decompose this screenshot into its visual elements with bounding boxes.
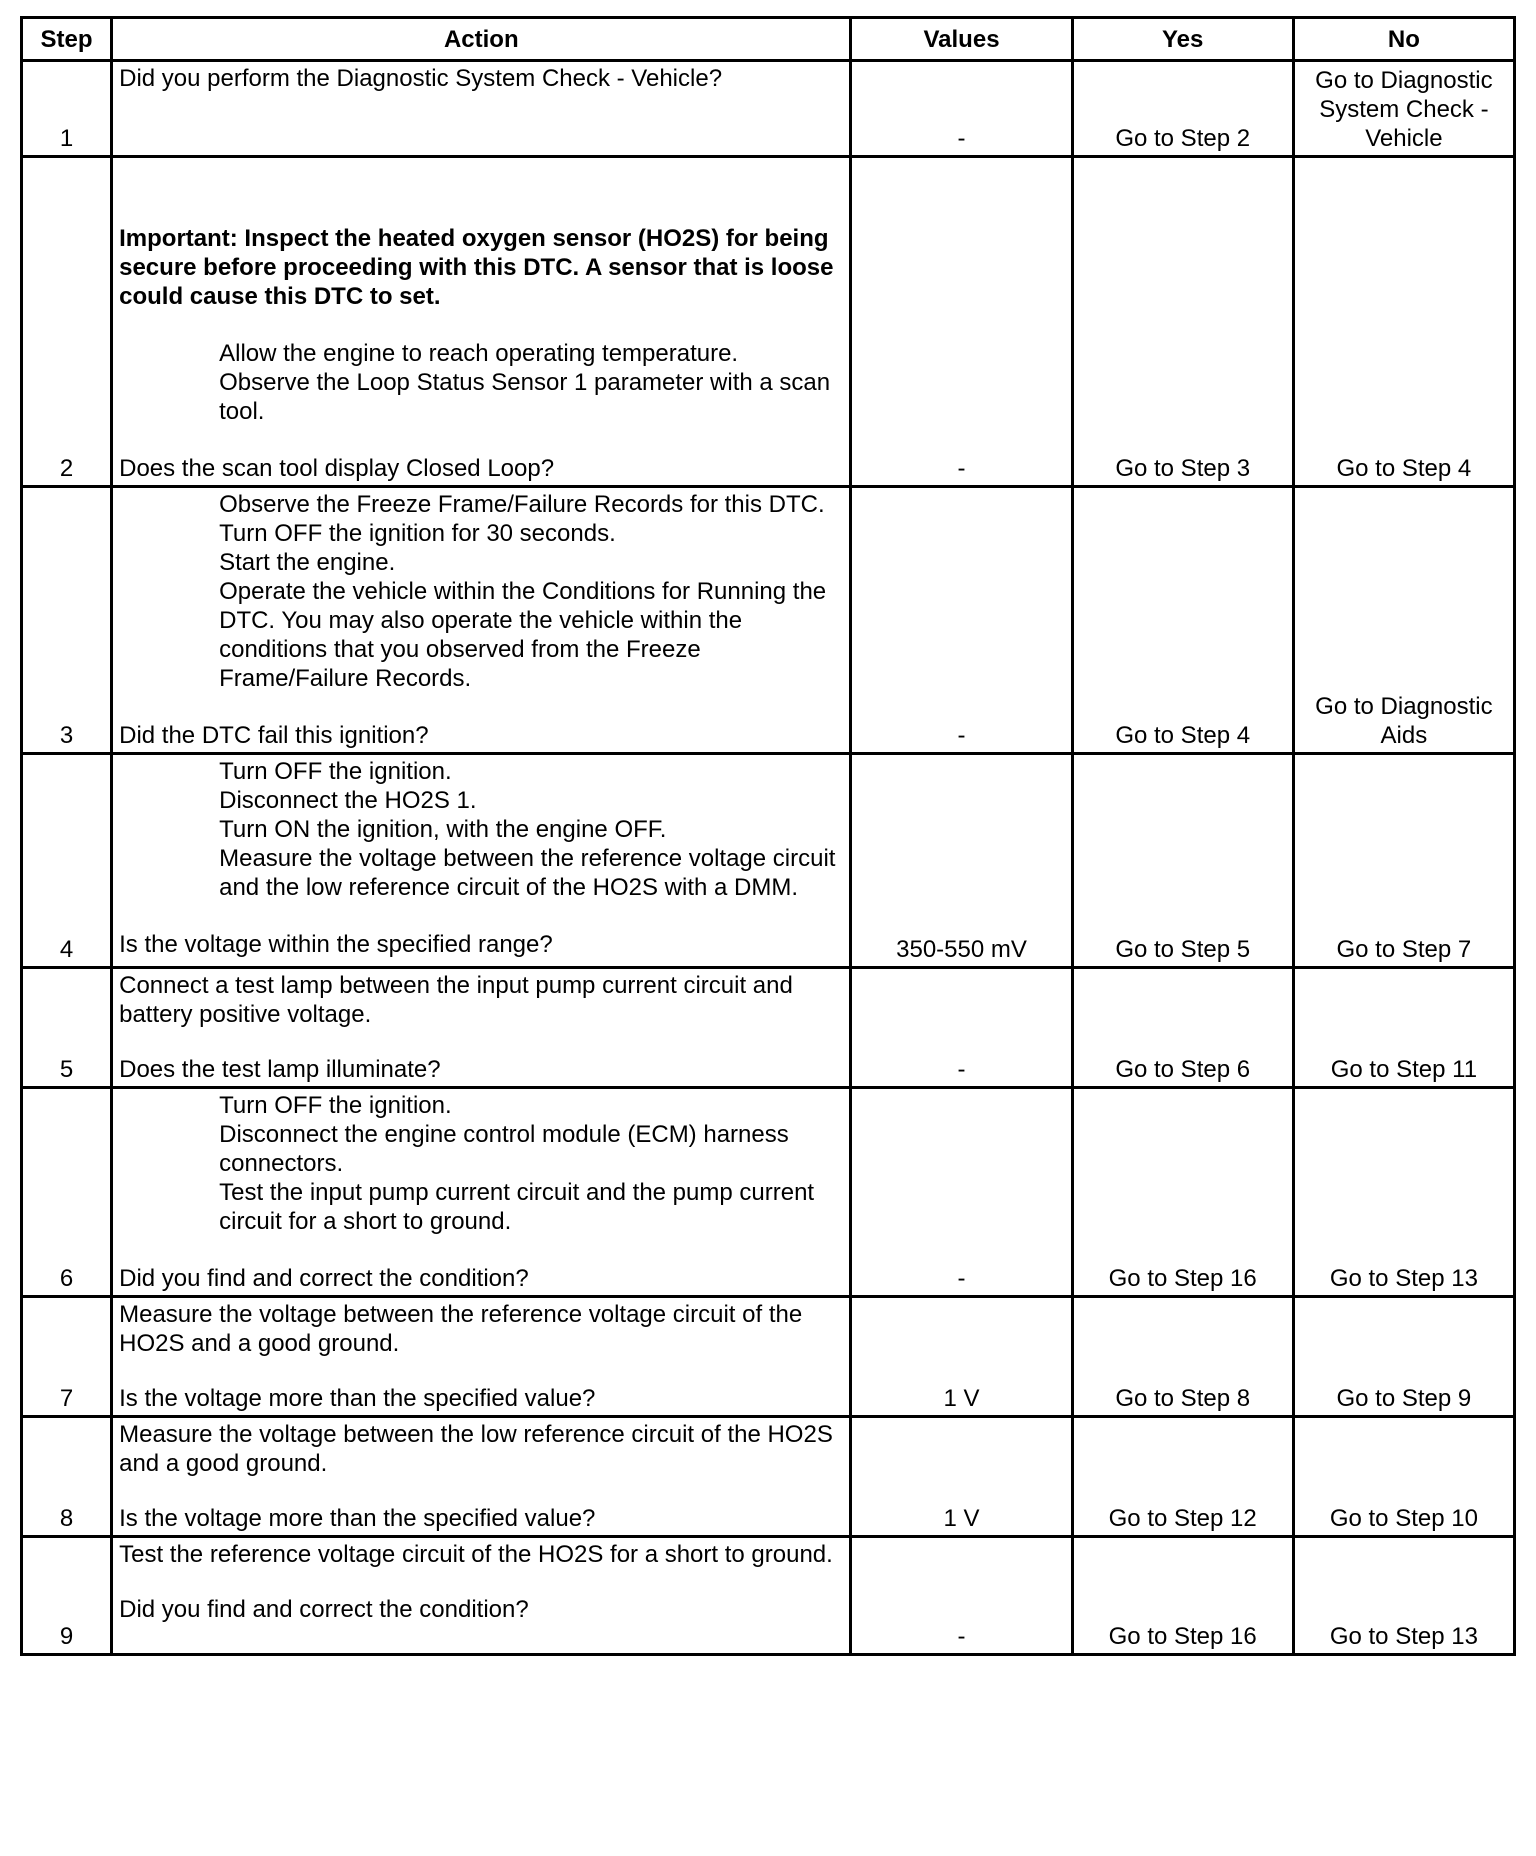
no-cell: Go to Step 11: [1293, 968, 1514, 1088]
table-row: [22, 157, 1515, 487]
substep: Turn ON the ignition, with the engine OFF.: [219, 816, 667, 843]
header-action: Action: [112, 18, 851, 61]
question-text: Did you find and correct the condition?: [119, 1265, 529, 1292]
substep: Allow the engine to reach operating temperature.: [219, 340, 739, 367]
values-cell: 1 V: [851, 1417, 1072, 1537]
header-step: Step: [22, 18, 112, 61]
action-text: Did you perform the Diagnostic System Check - Vehicle?: [119, 65, 723, 92]
action-cell: [112, 754, 851, 968]
question-text: Is the voltage within the specified range?: [119, 931, 553, 958]
step-number: 3: [22, 487, 112, 754]
header-values: Values: [851, 18, 1072, 61]
action-text: Connect a test lamp between the input pump current circuit and battery positive voltage.: [119, 972, 793, 1028]
yes-cell: Go to Step 5: [1072, 754, 1293, 968]
values-cell: 1 V: [851, 1297, 1072, 1417]
no-cell: Go to Step 13: [1293, 1537, 1514, 1655]
action-cell: [112, 61, 851, 157]
table-row: [22, 1088, 1515, 1297]
question-text: Did you find and correct the condition?: [119, 1596, 529, 1623]
values-cell: 350-550 mV: [851, 754, 1072, 968]
substep: Observe the Loop Status Sensor 1 parameter with a scan tool.: [219, 369, 831, 425]
table-row: [22, 487, 1515, 754]
important-note: Important: Inspect the heated oxygen sensor (HO2S) for being secure before proceeding with this DTC. A sensor that is loose could cause this DTC to set.: [119, 225, 834, 310]
step-number: 8: [22, 1417, 112, 1537]
table-row: [22, 1417, 1515, 1537]
action-cell: [112, 487, 851, 754]
substep-list: [219, 490, 843, 693]
header-yes: Yes: [1072, 18, 1293, 61]
action-text: Test the reference voltage circuit of the HO2S for a short to ground.: [119, 1541, 833, 1568]
values-cell: -: [851, 61, 1072, 157]
action-cell: [112, 1088, 851, 1297]
action-cell: [112, 157, 851, 487]
yes-cell: Go to Step 4: [1072, 487, 1293, 754]
values-cell: -: [851, 1537, 1072, 1655]
yes-cell: Go to Step 2: [1072, 61, 1293, 157]
action-cell: [112, 968, 851, 1088]
step-number: 5: [22, 968, 112, 1088]
values-cell: -: [851, 157, 1072, 487]
substep-list: [219, 339, 843, 426]
step-number: 9: [22, 1537, 112, 1655]
no-cell: Go to Step 7: [1293, 754, 1514, 968]
table-row: [22, 754, 1515, 968]
question-text: Does the scan tool display Closed Loop?: [119, 455, 555, 482]
yes-cell: Go to Step 8: [1072, 1297, 1293, 1417]
substep: Start the engine.: [219, 549, 396, 576]
substep: Measure the voltage between the reference voltage circuit and the low reference circuit of the HO2S with a DMM.: [219, 845, 836, 901]
no-cell: Go to Diagnostic Aids: [1293, 487, 1514, 754]
step-number: 7: [22, 1297, 112, 1417]
action-cell: [112, 1297, 851, 1417]
substep: Turn OFF the ignition.: [219, 1092, 452, 1119]
yes-cell: Go to Step 16: [1072, 1537, 1293, 1655]
yes-cell: Go to Step 3: [1072, 157, 1293, 487]
header-no: No: [1293, 18, 1514, 61]
table-row: [22, 61, 1515, 157]
no-cell: Go to Diagnostic System Check - Vehicle: [1293, 61, 1514, 157]
substep-list: [219, 1091, 843, 1236]
yes-cell: Go to Step 6: [1072, 968, 1293, 1088]
diagnostic-table: [20, 16, 1516, 1656]
step-number: 6: [22, 1088, 112, 1297]
substep: Turn OFF the ignition for 30 seconds.: [219, 520, 616, 547]
question-text: Is the voltage more than the specified value?: [119, 1505, 596, 1532]
yes-cell: Go to Step 16: [1072, 1088, 1293, 1297]
step-number: 4: [22, 754, 112, 968]
substep: Turn OFF the ignition.: [219, 758, 452, 785]
no-cell: Go to Step 9: [1293, 1297, 1514, 1417]
step-number: 1: [22, 61, 112, 157]
step-number: 2: [22, 157, 112, 487]
action-cell: [112, 1417, 851, 1537]
substep: Disconnect the engine control module (ECM) harness connectors.: [219, 1121, 789, 1177]
substep: Operate the vehicle within the Conditions for Running the DTC. You may also operate the vehicle within the conditions that you observed from the Freeze Frame/Failure Records.: [219, 578, 827, 692]
values-cell: -: [851, 968, 1072, 1088]
question-text: Did the DTC fail this ignition?: [119, 722, 429, 749]
yes-cell: Go to Step 12: [1072, 1417, 1293, 1537]
no-cell: Go to Step 13: [1293, 1088, 1514, 1297]
substep-list: [219, 757, 843, 902]
substep: Observe the Freeze Frame/Failure Records for this DTC.: [219, 491, 825, 518]
substep: Test the input pump current circuit and the pump current circuit for a short to ground.: [219, 1179, 815, 1235]
table-row: [22, 968, 1515, 1088]
question-text: Does the test lamp illuminate?: [119, 1056, 441, 1083]
question-text: Is the voltage more than the specified value?: [119, 1385, 596, 1412]
table-row: [22, 1537, 1515, 1655]
no-cell: Go to Step 10: [1293, 1417, 1514, 1537]
table-row: [22, 1297, 1515, 1417]
action-text: Measure the voltage between the reference voltage circuit of the HO2S and a good ground.: [119, 1301, 803, 1357]
action-text: Measure the voltage between the low reference circuit of the HO2S and a good ground.: [119, 1421, 833, 1477]
values-cell: -: [851, 1088, 1072, 1297]
no-cell: Go to Step 4: [1293, 157, 1514, 487]
header-row: [22, 18, 1515, 61]
values-cell: -: [851, 487, 1072, 754]
action-cell: [112, 1537, 851, 1655]
substep: Disconnect the HO2S 1.: [219, 787, 477, 814]
